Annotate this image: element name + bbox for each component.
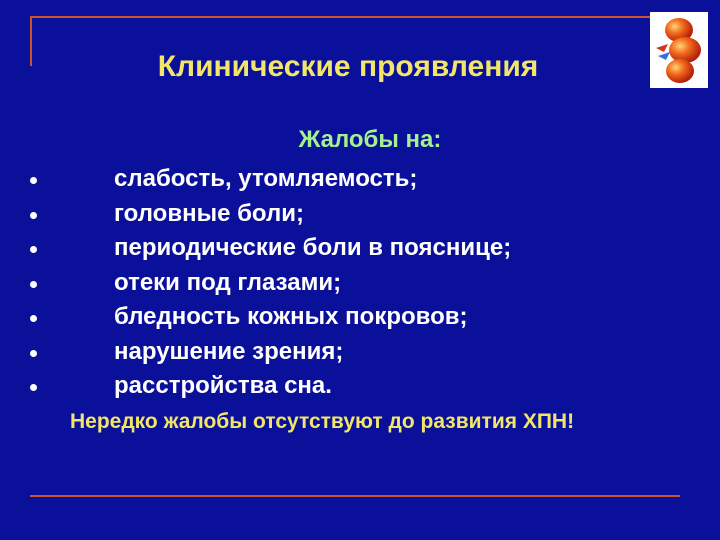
list-item-text: бледность кожных покровов; [114,303,468,330]
list-item [28,268,511,303]
bullet-dot-icon [30,384,37,391]
slide-title: Клинические проявления [157,50,539,83]
list-item [28,164,511,199]
list-item-text: отеки под глазами; [114,268,342,296]
list-item-text: слабость, утомляемость; [114,165,418,192]
list-item-text: расстройства сна. [114,372,332,399]
bullet-dot-icon [30,281,37,288]
bullet-dot-icon [30,315,37,322]
list-item [28,199,511,234]
complaints-heading: Жалобы на: [298,126,442,153]
top-rule [30,16,690,18]
warning-note: Нередко жалобы отсутствуют до развития ХПН! [70,410,575,433]
bullet-dot-icon [30,212,37,219]
list-item-text: периодические боли в пояснице; [114,234,512,261]
list-item [28,233,511,268]
bottom-rule [30,495,680,497]
list-item-text: нарушение зрения; [114,337,344,365]
list-item [28,302,511,337]
list-item-text: головные боли; [114,199,304,227]
bullet-dot-icon [30,177,37,184]
list-item [28,371,511,406]
complaints-list [28,164,511,406]
list-item [28,337,511,372]
bullet-dot-icon [30,246,37,253]
bullet-dot-icon [30,350,37,357]
